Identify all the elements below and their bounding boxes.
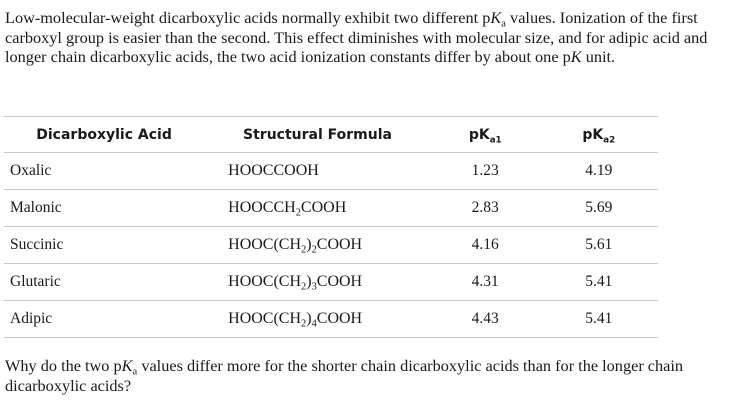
table-header-row — [4, 117, 658, 153]
table-row — [4, 301, 658, 338]
table-row — [4, 153, 658, 190]
question-k-symbol: K — [121, 356, 133, 375]
question-text-2: values differ more for the shorter chain dicarboxylic acids than for the longer chain dicarboxylic acids? — [5, 356, 684, 395]
table-row — [4, 227, 658, 264]
intro-k-symbol-2: K — [570, 47, 582, 67]
pk2-value: 5.61 — [540, 227, 658, 264]
structural-formula: $HOOCCH_2COOH$ — [204, 190, 431, 227]
question-text-1: Why do the two p — [5, 356, 122, 375]
intro-paragraph — [5, 8, 737, 67]
intro-k-symbol: K — [490, 8, 502, 27]
acid-name: Malonic — [4, 190, 204, 227]
intro-text-1: Low-molecular-weight dicarboxylic acids normally exhibit two different p — [5, 8, 491, 27]
pk1-value: 1.23 — [431, 153, 540, 190]
pk1-value: 4.43 — [431, 301, 540, 338]
table-row — [4, 190, 658, 227]
acid-name: Oxalic — [4, 153, 204, 190]
table-row — [4, 264, 658, 301]
acid-name: Adipic — [4, 301, 204, 338]
pk1-value: 4.16 — [431, 227, 540, 264]
pk1-value: 4.31 — [431, 264, 540, 301]
pk2-value: 5.41 — [540, 264, 658, 301]
header-pk2: $pK_{a2}$ — [540, 117, 658, 153]
structural-formula: $HOOC(CH_2)_4COOH$ — [204, 301, 431, 338]
pk2-value: 5.69 — [540, 190, 658, 227]
acid-name: Succinic — [4, 227, 204, 264]
structural-formula: $HOOC(CH_2)_3COOH$ — [204, 264, 431, 301]
pk1-value: 2.83 — [431, 190, 540, 227]
acid-table — [4, 116, 658, 338]
pk2-value: 5.41 — [540, 301, 658, 338]
intro-a-subscript: a — [501, 18, 506, 30]
acid-table-container — [4, 116, 658, 338]
header-formula: Structural Formula — [204, 117, 431, 153]
structural-formula: HOOCCOOH — [204, 153, 431, 190]
structural-formula: $HOOC(CH_2)_2COOH$ — [204, 227, 431, 264]
intro-text-2: values. Ionization of the first carboxyl group is easier than the second. This effect diminishes with molecular size, and for adipic acid and longer chain dicarboxylic acids, the two acid ionization constants differ by about one p — [5, 8, 708, 67]
acid-name: Glutaric — [4, 264, 204, 301]
pk2-value: 4.19 — [540, 153, 658, 190]
header-pk1: $pK_{a1}$ — [431, 117, 540, 153]
intro-text-3: unit. — [581, 47, 616, 67]
header-acid: Dicarboxylic Acid — [4, 117, 204, 153]
question-a-subscript: a — [132, 366, 138, 378]
question-paragraph — [5, 356, 737, 395]
